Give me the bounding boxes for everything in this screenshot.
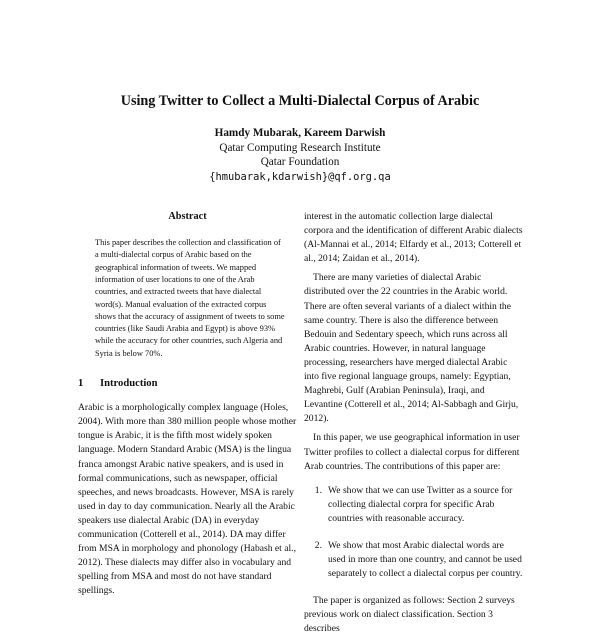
section-heading-introduction xyxy=(78,377,297,391)
intro-paragraph: Arabic is a morphologically complex language (Holes, 2004). With more than 380 million people whose mother tongue is Arabic, it is the fifth most widely spoken language. Modern Standard Arabic (MSA) is the lingua franca amongst Arabic native speakers, and is used in formal communications, such as newspaper, official speeches, and news broadcasts. However, MSA is rarely used in day to day communication. Nearly all the Arabic speakers use dialectal Arabic (DA) in everyday communication (Cotterell et al., 2014). DA may differ from MSA in morphology and phonology (Habash et al., 2012). These dialects may differ also in vocabulary and spelling from MSA and most do not have standard spellings. xyxy=(78,402,297,597)
contributions-list xyxy=(304,484,523,582)
left-column xyxy=(78,210,297,598)
section-title: Introduction xyxy=(100,378,158,390)
right-paragraph-3: In this paper, we use geographical information in user Twitter profiles to collect a dialectal corpus for different Arab countries. The contributions of this paper are: xyxy=(304,432,520,472)
author-email[interactable]: {hmubarak,kdarwish}@qf.org.qa xyxy=(209,170,391,183)
list-item-number: 2. xyxy=(314,539,322,551)
paper-title: Using Twitter to Collect a Multi-Dialectal Corpus of Arabic xyxy=(120,93,480,109)
abstract-heading: Abstract xyxy=(168,211,207,222)
list-item xyxy=(304,484,523,526)
author-block xyxy=(0,126,600,184)
right-column xyxy=(304,210,523,637)
section-number: 1 xyxy=(78,378,84,390)
list-item-number: 1. xyxy=(314,484,322,496)
list-item-text: We show that we can use Twitter as a source for collecting dialectal corpra for specific Arab countries with reasonable accuracy. xyxy=(328,484,513,524)
list-item xyxy=(304,539,523,581)
right-paragraph-1: interest in the automatic collection large dialectal corpora and the identification of different Arabic dialects (Al-Mannai et al., 2014; Elfardy et al., 2013; Cotterell et al., 2014; Zaidan et al., 2014). xyxy=(304,211,523,265)
affiliation-foundation: Qatar Foundation xyxy=(260,156,340,169)
right-paragraph-2: There are many varieties of dialectal Arabic distributed over the 22 countries in the Arabic world. There are often several variants of a dialect within the same country. There is also the difference between Bedouin and Sedentary speech, which runs across all Arabic countries. However, in natural language processing, researchers have merged dialectal Arabic into five regional language groups, namely: Egyptian, Maghrebi, Gulf (Arabian Peninsula), Iraqi, and Levantine (Cotterell et al., 2014; Al-Sabbagh and Girju, 2012). xyxy=(304,272,519,425)
author-names: Hamdy Mubarak, Kareem Darwish xyxy=(214,127,386,139)
right-paragraph-4: The paper is organized as follows: Section 2 surveys previous work on dialect classification. Section 3 describes xyxy=(304,595,515,635)
list-item-text: We show that most Arabic dialectal words are used in more than one country, and cannot be used separately to collect a dialectal corpus per country. xyxy=(328,539,523,580)
affiliation-institute: Qatar Computing Research Institute xyxy=(219,141,381,154)
abstract-text: This paper describes the collection and classification of a multi-dialectal corpus of Arabic based on the geographical information of tweets. We mapped information of user locations to one of the Arab countries, and extracted tweets that have dialectal word(s). Manual evaluation of the extracted corpus shows that the accuracy of assignment of tweets to some countries (like Saudi Arabia and Egypt) is above 93% while the accuracy for other countries, such Algeria and Syria is below 70%. xyxy=(95,238,285,358)
